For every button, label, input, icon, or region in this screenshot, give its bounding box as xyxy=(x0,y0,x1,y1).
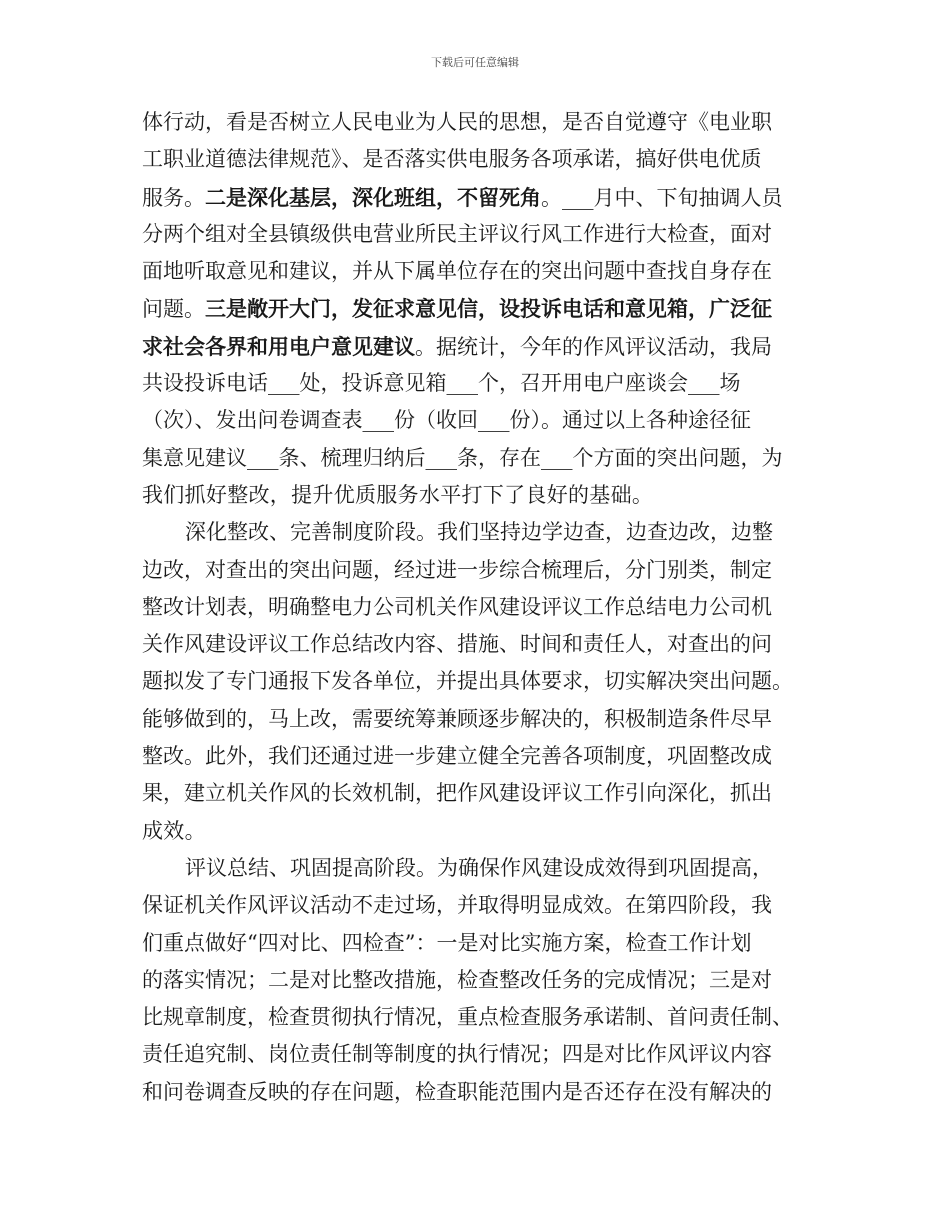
text-line xyxy=(142,701,810,738)
text-line xyxy=(142,887,810,924)
text-line xyxy=(142,999,810,1036)
bold-text-run: 三是敞开大门，发征求意见信，设投诉电话和意见箱，广泛征 xyxy=(205,296,772,322)
text-line xyxy=(142,813,810,850)
text-run: 深化整改、完善制度阶段。我们坚持边学边查，边查边改，边整 xyxy=(185,520,773,545)
text-line xyxy=(142,925,810,962)
text-run: 果，建立机关作风的长效机制，把作风建设评议工作引向深化，抓出 xyxy=(142,781,772,806)
text-run: 问题。 xyxy=(142,297,205,322)
text-line xyxy=(142,850,810,887)
bold-text-run: 求社会各界和用电户意见建议 xyxy=(142,333,415,359)
text-run: 面地听取意见和建议，并从下属单位存在的突出问题中查找自身存在 xyxy=(142,259,772,284)
text-run: 保证机关作风评议活动不走过场，并取得明显成效。在第四阶段，我 xyxy=(142,893,772,918)
text-line xyxy=(142,440,810,477)
text-run: 责任追究制、岗位责任制等制度的执行情况；四是对比作风评议内容 xyxy=(142,1042,772,1067)
text-run: 成效。 xyxy=(142,818,206,843)
text-line xyxy=(142,290,810,327)
document-body xyxy=(142,104,810,1111)
text-run: 比规章制度，检查贯彻执行情况，重点检查服务承诺制、首问责任制、 xyxy=(142,1005,793,1030)
text-line xyxy=(142,402,810,439)
text-run: 我们抓好整改，提升优质服务水平打下了良好的基础。 xyxy=(142,482,654,507)
text-line xyxy=(142,253,810,290)
text-line xyxy=(142,738,810,775)
text-line xyxy=(142,589,810,626)
text-line xyxy=(142,179,810,216)
text-run: 工职业道德法律规范》、是否落实供电服务各项承诺，搞好供电优质 xyxy=(142,147,762,172)
text-run: 服务。 xyxy=(142,185,205,210)
text-run: 集意见建议___条、梳理归纳后___条，存在___个方面的突出问题，为 xyxy=(142,445,783,470)
text-line xyxy=(142,1036,810,1073)
text-line xyxy=(142,365,810,402)
text-line xyxy=(142,514,810,551)
text-run: 评议总结、巩固提高阶段。为确保作风建设成效得到巩固提高， xyxy=(185,855,773,880)
text-line xyxy=(142,216,810,253)
text-run: 题拟发了专门通报下发各单位，并提出具体要求，切实解决突出问题。 xyxy=(142,669,793,694)
text-run: 分两个组对全县镇级供电营业所民主评议行风工作进行大检查，面对 xyxy=(142,221,772,246)
text-run: 边改，对查出的突出问题，经过进一步综合梳理后，分门别类，制定 xyxy=(142,557,772,582)
text-line xyxy=(142,1074,810,1111)
text-run: 的落实情况；二是对比整改措施，检查整改任务的完成情况；三是对 xyxy=(142,967,772,992)
text-run: 整改。此外，我们还通过进一步建立健全完善各项制度，巩固整改成 xyxy=(142,744,772,769)
text-line xyxy=(142,328,810,365)
text-run: 们重点做好“四对比、四检查”：一是对比实施方案，检查工作计划 xyxy=(142,930,752,955)
text-line xyxy=(142,663,810,700)
text-run: 关作风建设评议工作总结改内容、措施、时间和责任人，对查出的问 xyxy=(142,632,772,657)
text-run: 和问卷调查反映的存在问题，检查职能范围内是否还存在没有解决的 xyxy=(142,1079,772,1104)
bold-text-run: 二是深化基层，深化班组，不留死角 xyxy=(205,184,541,210)
text-run: （次）、发出问卷调查表___份（收回___份）。通过以上各种途径征 xyxy=(142,408,751,433)
text-line xyxy=(142,962,810,999)
text-run: 。___月中、下旬抽调人员 xyxy=(541,185,783,210)
text-run: 整改计划表，明确整电力公司机关作风建设评议工作总结电力公司机 xyxy=(142,594,772,619)
text-line xyxy=(142,775,810,812)
text-line xyxy=(142,477,810,514)
text-line xyxy=(142,141,810,178)
text-run: 体行动，看是否树立人民电业为人民的思想，是否自觉遵守《电业职 xyxy=(142,110,772,134)
text-run: 。据统计，今年的作风评议活动，我局 xyxy=(415,334,772,359)
text-line xyxy=(142,552,810,589)
text-line xyxy=(142,104,810,141)
page-header: 下载后可任意编辑 xyxy=(431,56,519,69)
text-run: 能够做到的，马上改，需要统筹兼顾逐步解决的，积极制造条件尽早 xyxy=(142,706,772,731)
text-line xyxy=(142,626,810,663)
text-run: 共设投诉电话___处，投诉意见箱___个，召开用电户座谈会___场 xyxy=(142,371,741,396)
